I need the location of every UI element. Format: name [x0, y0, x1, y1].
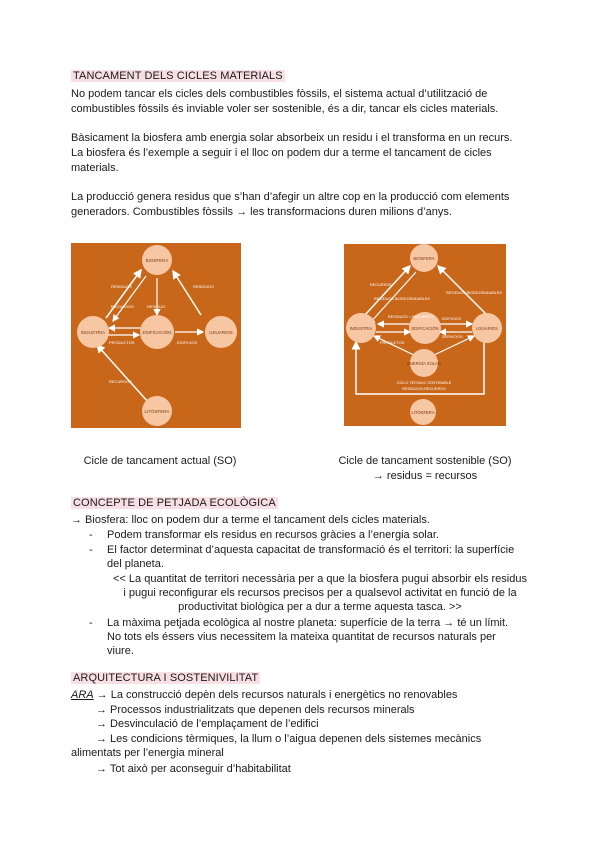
caption-line: Cicle de tancament sostenible (SO): [338, 455, 512, 467]
edge-label: EDIFICIOS: [442, 317, 461, 321]
edge-label: EDIFICIOS: [177, 340, 198, 345]
text-line: materials.: [71, 162, 119, 174]
node-label: ENERGÍA SOLAR: [407, 361, 441, 366]
section-heading-tancament: TANCAMENT DELS CICLES MATERIALS: [73, 70, 283, 82]
paragraph-2: [71, 131, 541, 176]
edge-label: RESIDUOS=RECURSOS: [402, 387, 446, 391]
text-line: productivitat biològica per a dur a terme aquesta tasca. >>: [178, 601, 462, 613]
bullet-text: [107, 616, 537, 658]
text-line: La màxima petjada ecològica al nostre planeta: superfície de la terra → té un límit.: [107, 617, 509, 629]
bullet-dash: -: [89, 544, 93, 556]
edge-label: RESIDUOS BIODEGRADABLES: [374, 297, 430, 301]
text-line: La producció genera residus que s’han d’afegir un altre cop en la producció com elements: [71, 191, 510, 203]
caption-current-cycle: Cicle de tancament actual (SO): [83, 455, 237, 467]
edge-label: RECURSOS: [111, 304, 134, 309]
node-label: LITÓSFERA: [144, 409, 170, 414]
node-label: INDUSTRIA: [80, 330, 106, 335]
bullet-text: [107, 543, 537, 571]
sub-line: → Processos industrialitzats que depenen dels recursos minerals: [96, 704, 415, 716]
edge-label: RESIDUOS: [111, 284, 132, 289]
edge-label: SERVICIOS: [442, 335, 463, 339]
edge-label: RESIDUOS BIODEGRADABLES: [446, 291, 502, 295]
text-line: generadors. Combustibles fòssils → les transformacions duren milions d’anys.: [71, 206, 452, 218]
text-line: del planeta.: [107, 558, 164, 570]
bullet-item: [89, 543, 545, 571]
caption-sustainable-cycle: [320, 454, 530, 484]
text-line: La biosfera és l’exemple a seguir i el lloc on podem dur a terme el tancament de cicles: [71, 147, 492, 159]
paragraph-3: [71, 190, 541, 220]
bullet-item: [89, 528, 545, 542]
section-heading-arquitectura: ARQUITECTURA I SOSTENIVILITAT: [73, 672, 259, 684]
text-line: No tots els éssers vius necessitem la mateixa quantitat de recursos naturals per: [107, 631, 496, 643]
node-label: INDUSTRIA: [349, 326, 373, 331]
edge-label: PRODUCTOS: [109, 340, 135, 345]
bullet-item: [89, 616, 545, 658]
bullet-dash: -: [89, 617, 93, 629]
section-heading-petjada: CONCEPTE DE PETJADA ECOLÒGICA: [73, 497, 276, 509]
edge-label: RECURSOS: [109, 379, 132, 384]
bullet-text: Podem transformar els residus en recursos gràcies a l’energia solar.: [107, 529, 439, 541]
text-line: combustibles fòssils és inviable voler ser sostenible, és a dir, tancar els cicles materials.: [71, 103, 499, 115]
node-label: LITÓSFERA: [411, 410, 435, 415]
node-label: USUARIOS: [209, 330, 233, 335]
sub-line: alimentats per l’energia mineral: [71, 747, 224, 759]
edge-label: RECURSOS: [370, 283, 392, 287]
diagram-current-cycle: [71, 243, 241, 428]
edge-label: RESIDUOS: [193, 284, 214, 289]
ara-line: [71, 688, 457, 703]
edge-label: RESIDUOS = RECURSOS: [388, 315, 434, 319]
sub-line: → Desvinculació de l’emplaçament de l’edifici: [96, 718, 319, 730]
text-line: El factor determinat d’aquesta capacitat de transformació és el territori: la superfície: [107, 544, 515, 556]
text-line: No podem tancar els cicles dels combustibles fòssils, el sistema actual d’utilització de: [71, 88, 488, 100]
edge-label: CICLO TÉCNICO SOSTENIBLE: [396, 381, 452, 385]
node-label: EDIFICACIÓN: [142, 330, 172, 335]
sub-line: → Les condicions tèrmiques, la llum o l’aigua depenen dels sistemes mecànics: [96, 733, 482, 745]
node-label: BIOSFERA: [145, 258, 169, 263]
diagram-sustainable-cycle: [344, 244, 506, 426]
text-line: viure.: [107, 645, 134, 657]
text-line: Bàsicament la biosfera amb energia solar absorbeix un residu i el transforma en un recurs.: [71, 132, 513, 144]
text-line: i pugui reconfigurar els recursos precisos per a qualsevol activitat en funció de la: [123, 587, 517, 599]
quote-block: [100, 572, 540, 614]
text-line: → La construcció depèn dels recursos naturals i energètics no renovables: [93, 689, 458, 701]
node-label: BIOSFERA: [413, 256, 435, 261]
bullet-dash: -: [89, 529, 93, 541]
node-label: EDIFICACIÓN: [411, 326, 439, 331]
caption-line: → residus = recursos: [372, 470, 478, 482]
sub-line: → Tot això per aconseguir d’habitabilitat: [96, 763, 291, 775]
paragraph-1: [71, 87, 541, 117]
node-label: USUARIOS: [476, 326, 498, 331]
intro-line: → Biosfera: lloc on podem dur a terme el tancament dels cicles materials.: [71, 514, 430, 526]
ara-label: ARA: [71, 689, 94, 701]
edge-label: PRODUCTOS: [380, 341, 405, 345]
edge-label: RESIDUO: [147, 304, 166, 309]
text-line: << La quantitat de territori necessària per a que la biosfera pugui absorbir els residus: [113, 573, 527, 585]
